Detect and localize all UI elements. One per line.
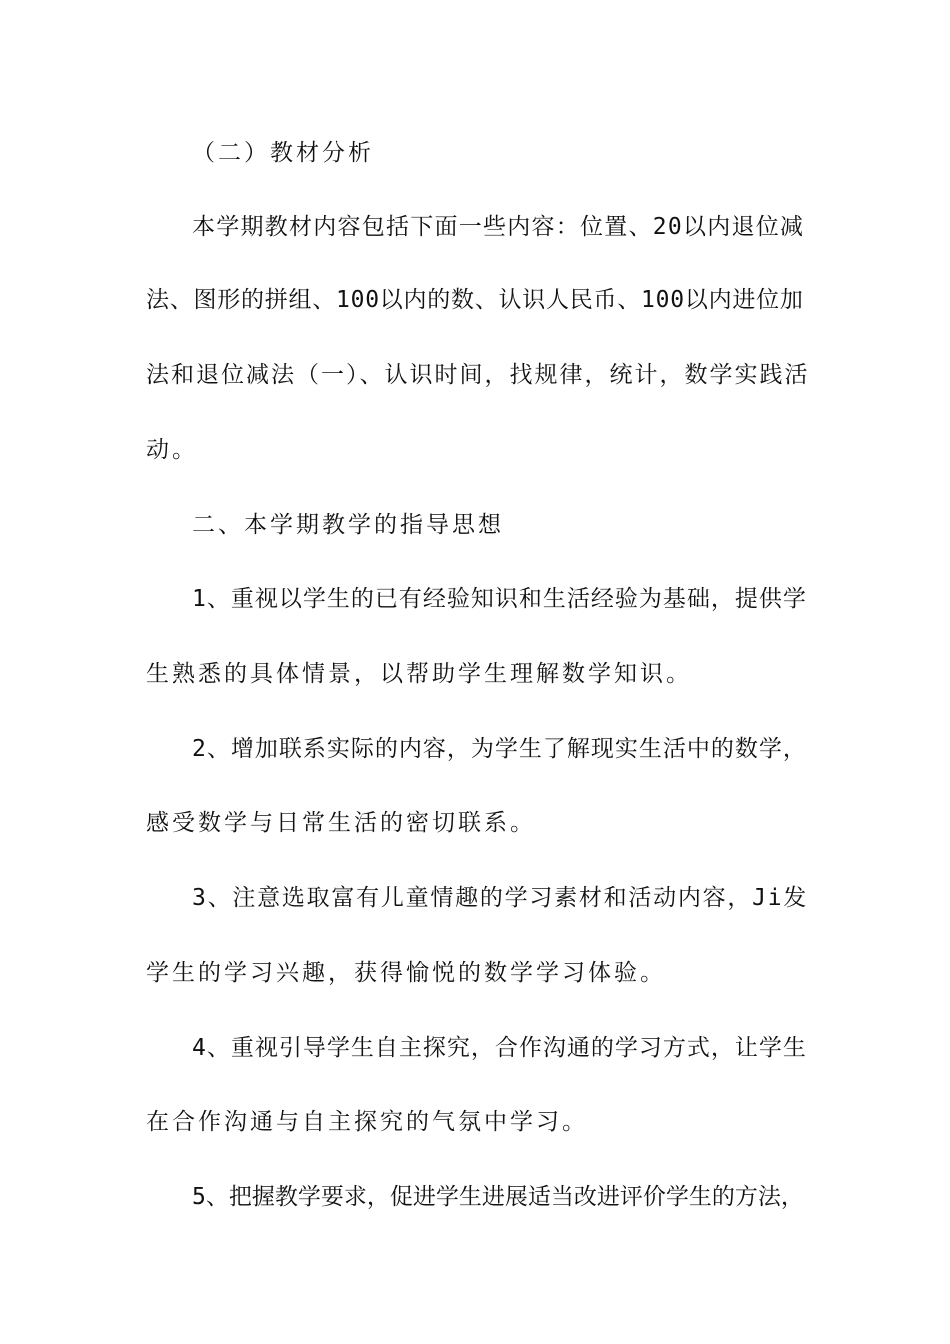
list-item-line: 4、重视引导学生自主探究，合作沟通的学习方式，让学生 <box>192 1035 807 1061</box>
list-item-line: 3、注意选取富有儿童情趣的学习素材和活动内容，Ji发 <box>192 885 809 911</box>
paragraph-line: 法和退位减法（一）、认识时间，找规律，统计，数学实践活 <box>146 362 810 388</box>
list-item-line: 1、重视以学生的已有经验知识和生活经验为基础，提供学 <box>192 586 807 612</box>
list-item-line: 在合作沟通与自主探究的气氛中学习。 <box>146 1109 588 1135</box>
section-heading: 二、本学期教学的指导思想 <box>192 512 504 538</box>
list-item-line: 2、增加联系实际的内容，为学生了解现实生活中的数学， <box>192 736 807 762</box>
paragraph-line: 本学期教材内容包括下面一些内容：位置、20以内退位减 <box>192 214 805 240</box>
section-heading: （二）教材分析 <box>192 140 374 166</box>
paragraph-line: 动。 <box>146 437 198 463</box>
list-item-line: 生熟悉的具体情景，以帮助学生理解数学知识。 <box>146 661 692 687</box>
list-item-line: 感受数学与日常生活的密切联系。 <box>146 810 536 836</box>
list-item-line: 学生的学习兴趣，获得愉悦的数学学习体验。 <box>146 960 666 986</box>
list-item-line: 5、把握教学要求，促进学生进展适当改进评价学生的方法， <box>192 1184 804 1210</box>
paragraph-line: 法、图形的拼组、100以内的数、认识人民币、100以内进位加 <box>146 287 804 313</box>
